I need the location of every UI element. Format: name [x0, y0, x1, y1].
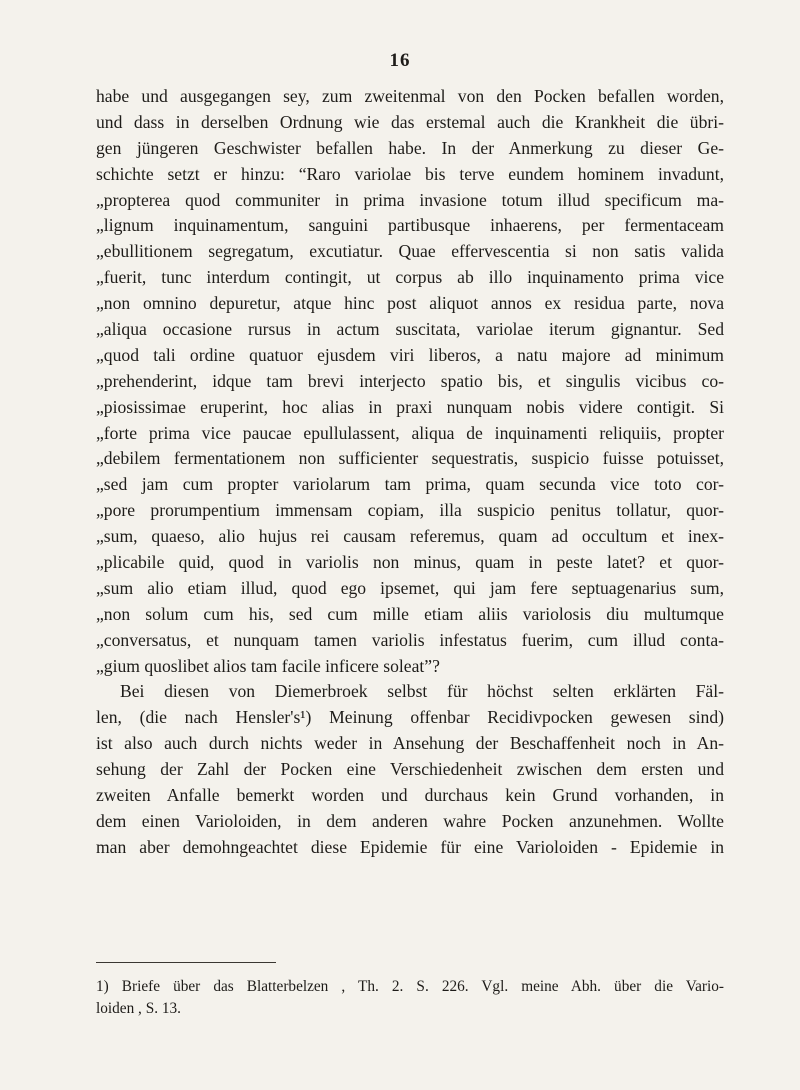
page-number: 16 [389, 50, 411, 71]
text-line: schichte setzt er hinzu: “Raro variolae bis terve eundem hominem invadunt, [96, 163, 724, 184]
text-line: und dass in derselben Ordnung wie das erstemal auch die Krankheit die übri- [96, 111, 724, 132]
text-line: „fuerit, tunc interdum contingit, ut corpus ab illo inquinamento prima vice [96, 267, 724, 288]
text-line: „propterea quod communiter in prima invasione totum illud specificum ma- [96, 189, 724, 210]
text-line: „sum alio etiam illud, quod ego ipsemet, qui jam fere septuagenarius sum, [96, 577, 724, 598]
text-line: „aliqua occasione rursus in actum suscitata, variolae iterum gignantur. Sed [96, 319, 724, 340]
text-line: „sed jam cum propter variolarum tam prima, quam secunda vice toto cor- [96, 474, 724, 495]
text-line: „quod tali ordine quatuor ejusdem viri liberos, a natu majore ad minimum [96, 344, 724, 365]
text-line: „conversatus, et nunquam tamen variolis infestatus fuerim, cum illud conta- [96, 629, 724, 650]
text-line: „forte prima vice paucae epullulassent, aliqua de inquinamenti reliquiis, propter [96, 422, 724, 443]
text-line: „pore prorumpentium immensam copiam, illa suspicio penitus tollatur, quor- [96, 500, 724, 521]
text-line: ist also auch durch nichts weder in Ansehung der Beschaffenheit noch in An- [96, 733, 724, 754]
footnote-line: loiden , S. 13. [96, 1000, 181, 1017]
text-line: „gium quoslibet alios tam facile inficere soleat”? [96, 655, 440, 676]
text-line: „sum, quaeso, alio hujus rei causam referemus, quam ad occultum et inex- [96, 526, 724, 547]
text-line: „non solum cum his, sed cum mille etiam aliis variolosis diu multumque [96, 603, 724, 624]
footnote-line: 1) Briefe über das Blatterbelzen , Th. 2. S. 226. Vgl. meine Abh. über die Vario- [96, 978, 724, 995]
body-text [96, 84, 724, 861]
text-line: len, (die nach Hensler's¹) Meinung offenbar Recidivpocken gewesen sind) [96, 707, 724, 728]
text-line: dem einen Varioloiden, in dem anderen wahre Pocken anzunehmen. Wollte [96, 810, 724, 831]
text-line: „prehenderint, idque tam brevi interjecto spatio bis, et singulis vicibus co- [96, 370, 724, 391]
text-line: man aber demohngeachtet diese Epidemie für eine Varioloiden - Epidemie in [96, 836, 724, 857]
text-line: Bei diesen von Diemerbroek selbst für höchst selten erklärten Fäl- [120, 681, 724, 702]
text-line: zweiten Anfalle bemerkt worden und durchaus kein Grund vorhanden, in [96, 785, 724, 806]
text-line: „non omnino depuretur, atque hinc post aliquot annos ex residua parte, nova [96, 293, 724, 314]
text-line: „piosissimae eruperint, hoc alias in praxi nunquam nobis videre contigit. Si [96, 396, 724, 417]
text-line: gen jüngeren Geschwister befallen habe. In der Anmerkung zu dieser Ge- [96, 137, 724, 158]
text-line: „lignum inquinamentum, sanguini partibusque inhaerens, per fermentaceam [96, 215, 724, 236]
text-line: sehung der Zahl der Pocken eine Verschiedenheit zwischen dem ersten und [96, 759, 724, 780]
text-line: „plicabile quid, quod in variolis non minus, quam in peste latet? et quor- [96, 552, 724, 573]
footnote [96, 976, 724, 1020]
footnote-divider [96, 962, 276, 963]
text-line: „ebullitionem segregatum, excutiatur. Quae effervescentia si non satis valida [96, 241, 724, 262]
text-line: „debilem fermentationem non sufficienter sequestratis, suspicio fuisse potuisset, [96, 448, 724, 469]
text-line: habe und ausgegangen sey, zum zweitenmal von den Pocken befallen worden, [96, 86, 724, 106]
